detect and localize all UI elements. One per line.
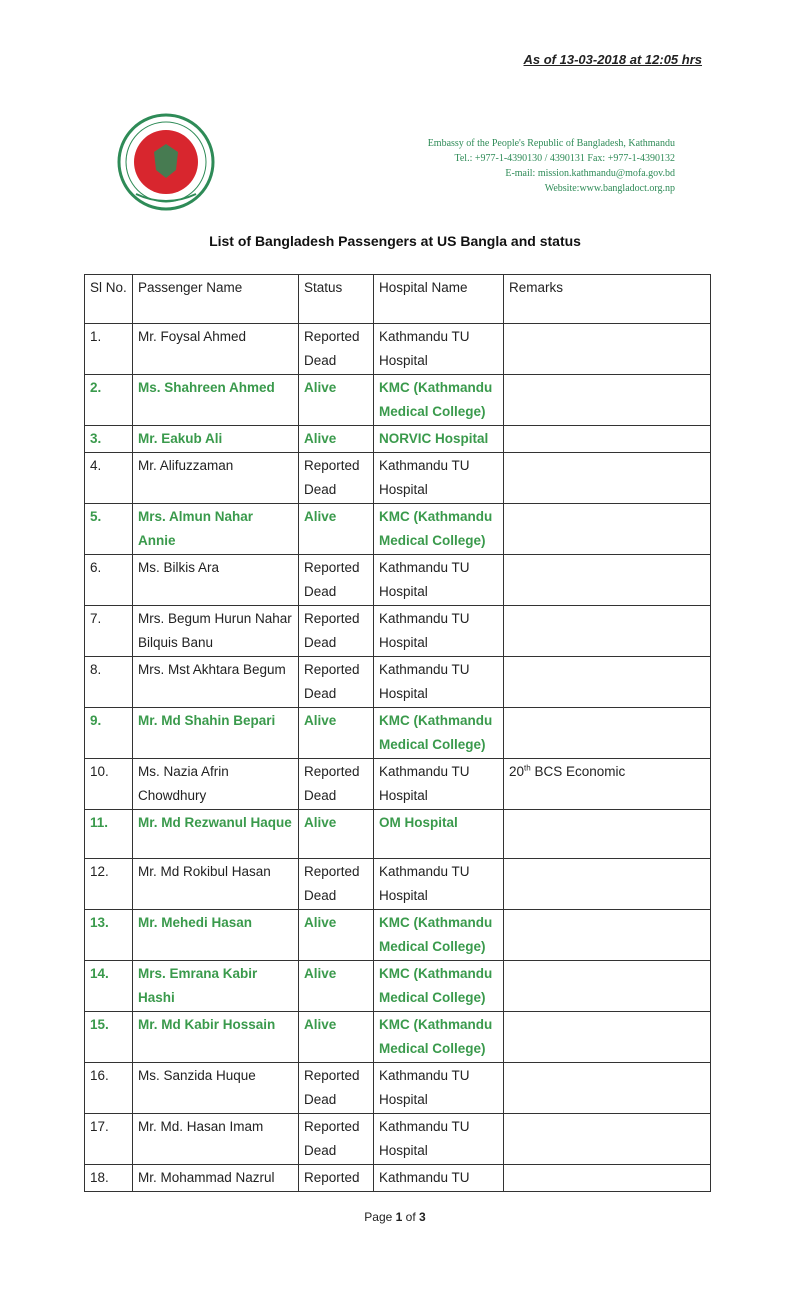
page-current: 1 bbox=[395, 1210, 403, 1224]
cell-hospital: OM Hospital bbox=[374, 810, 504, 859]
cell-status: Reported Dead bbox=[299, 759, 374, 810]
cell-name: Mrs. Almun Nahar Annie bbox=[133, 504, 299, 555]
document-title: List of Bangladesh Passengers at US Bangla and status bbox=[209, 233, 581, 249]
cell-remarks bbox=[504, 910, 711, 961]
table-row bbox=[85, 555, 711, 606]
header-status: Status bbox=[299, 275, 374, 324]
embassy-email: E-mail: mission.kathmandu@mofa.gov.bd bbox=[505, 168, 675, 179]
page-label: Page bbox=[364, 1210, 393, 1224]
cell-sl: 1. bbox=[85, 324, 133, 375]
table-row bbox=[85, 708, 711, 759]
cell-hospital: KMC (Kathmandu Medical College) bbox=[374, 708, 504, 759]
cell-status: Reported bbox=[299, 1165, 374, 1192]
table-row bbox=[85, 453, 711, 504]
cell-name: Mr. Md Shahin Bepari bbox=[133, 708, 299, 759]
cell-remarks bbox=[504, 555, 711, 606]
cell-sl: 15. bbox=[85, 1012, 133, 1063]
cell-status: Alive bbox=[299, 708, 374, 759]
cell-remarks bbox=[504, 453, 711, 504]
table-row bbox=[85, 324, 711, 375]
cell-name: Mr. Alifuzzaman bbox=[133, 453, 299, 504]
table-row bbox=[85, 961, 711, 1012]
cell-sl: 17. bbox=[85, 1114, 133, 1165]
cell-status: Alive bbox=[299, 426, 374, 453]
cell-hospital: KMC (Kathmandu Medical College) bbox=[374, 910, 504, 961]
page-total: 3 bbox=[419, 1210, 426, 1224]
cell-hospital: Kathmandu TU Hospital bbox=[374, 1063, 504, 1114]
cell-name: Mr. Eakub Ali bbox=[133, 426, 299, 453]
cell-name: Mrs. Mst Akhtara Begum bbox=[133, 657, 299, 708]
as-of-timestamp: As of 13-03-2018 at 12:05 hrs bbox=[523, 52, 702, 67]
cell-remarks bbox=[504, 1114, 711, 1165]
cell-name: Ms. Sanzida Huque bbox=[133, 1063, 299, 1114]
cell-status: Reported Dead bbox=[299, 606, 374, 657]
header-passenger-name: Passenger Name bbox=[133, 275, 299, 324]
cell-status: Alive bbox=[299, 910, 374, 961]
table-row bbox=[85, 859, 711, 910]
table-row bbox=[85, 910, 711, 961]
cell-sl: 12. bbox=[85, 859, 133, 910]
cell-sl: 14. bbox=[85, 961, 133, 1012]
page-footer bbox=[0, 1210, 790, 1224]
table-header-row bbox=[85, 275, 711, 324]
table-row bbox=[85, 810, 711, 859]
cell-remarks bbox=[504, 504, 711, 555]
cell-remarks bbox=[504, 1063, 711, 1114]
cell-name: Mr. Md Rokibul Hasan bbox=[133, 859, 299, 910]
table-row bbox=[85, 375, 711, 426]
cell-hospital: Kathmandu TU Hospital bbox=[374, 555, 504, 606]
cell-remarks bbox=[504, 1012, 711, 1063]
cell-remarks: 20th BCS Economic bbox=[504, 759, 711, 810]
cell-name: Mr. Md. Hasan Imam bbox=[133, 1114, 299, 1165]
cell-status: Reported Dead bbox=[299, 1063, 374, 1114]
cell-hospital: KMC (Kathmandu Medical College) bbox=[374, 375, 504, 426]
cell-sl: 10. bbox=[85, 759, 133, 810]
cell-hospital: KMC (Kathmandu Medical College) bbox=[374, 961, 504, 1012]
page-of: of bbox=[405, 1210, 416, 1224]
cell-hospital: Kathmandu TU Hospital bbox=[374, 657, 504, 708]
cell-name: Mrs. Emrana Kabir Hashi bbox=[133, 961, 299, 1012]
cell-status: Reported Dead bbox=[299, 1114, 374, 1165]
cell-status: Alive bbox=[299, 1012, 374, 1063]
cell-remarks bbox=[504, 606, 711, 657]
cell-remarks bbox=[504, 375, 711, 426]
cell-hospital: Kathmandu TU Hospital bbox=[374, 324, 504, 375]
cell-sl: 7. bbox=[85, 606, 133, 657]
table-row bbox=[85, 606, 711, 657]
table-row bbox=[85, 504, 711, 555]
cell-hospital: Kathmandu TU bbox=[374, 1165, 504, 1192]
cell-sl: 13. bbox=[85, 910, 133, 961]
cell-remarks bbox=[504, 859, 711, 910]
table-row bbox=[85, 1114, 711, 1165]
cell-remarks bbox=[504, 961, 711, 1012]
cell-name: Ms. Bilkis Ara bbox=[133, 555, 299, 606]
cell-status: Alive bbox=[299, 504, 374, 555]
cell-hospital: Kathmandu TU Hospital bbox=[374, 1114, 504, 1165]
cell-name: Ms. Shahreen Ahmed bbox=[133, 375, 299, 426]
cell-sl: 5. bbox=[85, 504, 133, 555]
cell-remarks bbox=[504, 810, 711, 859]
passenger-table bbox=[84, 274, 711, 1192]
cell-sl: 2. bbox=[85, 375, 133, 426]
cell-hospital: Kathmandu TU Hospital bbox=[374, 453, 504, 504]
table-row bbox=[85, 1063, 711, 1114]
cell-hospital: Kathmandu TU Hospital bbox=[374, 606, 504, 657]
cell-name: Mr. Md Rezwanul Haque bbox=[133, 810, 299, 859]
government-seal-icon bbox=[116, 112, 216, 212]
cell-name: Ms. Nazia Afrin Chowdhury bbox=[133, 759, 299, 810]
cell-remarks bbox=[504, 324, 711, 375]
cell-status: Reported Dead bbox=[299, 324, 374, 375]
cell-sl: 8. bbox=[85, 657, 133, 708]
cell-hospital: NORVIC Hospital bbox=[374, 426, 504, 453]
table-row bbox=[85, 759, 711, 810]
cell-hospital: Kathmandu TU Hospital bbox=[374, 859, 504, 910]
table-row bbox=[85, 426, 711, 453]
cell-status: Alive bbox=[299, 375, 374, 426]
cell-status: Alive bbox=[299, 810, 374, 859]
cell-sl: 11. bbox=[85, 810, 133, 859]
header-remarks: Remarks bbox=[504, 275, 711, 324]
table-row bbox=[85, 1165, 711, 1192]
cell-sl: 4. bbox=[85, 453, 133, 504]
cell-status: Reported Dead bbox=[299, 657, 374, 708]
cell-sl: 6. bbox=[85, 555, 133, 606]
cell-name: Mrs. Begum Hurun Nahar Bilquis Banu bbox=[133, 606, 299, 657]
cell-name: Mr. Mehedi Hasan bbox=[133, 910, 299, 961]
cell-sl: 18. bbox=[85, 1165, 133, 1192]
cell-status: Reported Dead bbox=[299, 555, 374, 606]
cell-remarks bbox=[504, 708, 711, 759]
table-row bbox=[85, 657, 711, 708]
cell-hospital: KMC (Kathmandu Medical College) bbox=[374, 1012, 504, 1063]
embassy-letterhead bbox=[428, 136, 675, 196]
embassy-phone: Tel.: +977-1-4390130 / 4390131 Fax: +977-1-4390132 bbox=[454, 153, 675, 164]
table-row bbox=[85, 1012, 711, 1063]
header-sl-no: Sl No. bbox=[85, 275, 133, 324]
cell-remarks bbox=[504, 426, 711, 453]
cell-remarks bbox=[504, 657, 711, 708]
cell-sl: 16. bbox=[85, 1063, 133, 1114]
embassy-website: Website:www.bangladoct.org.np bbox=[544, 183, 675, 194]
cell-sl: 3. bbox=[85, 426, 133, 453]
cell-remarks bbox=[504, 1165, 711, 1192]
cell-status: Reported Dead bbox=[299, 453, 374, 504]
cell-name: Mr. Foysal Ahmed bbox=[133, 324, 299, 375]
cell-name: Mr. Md Kabir Hossain bbox=[133, 1012, 299, 1063]
cell-status: Reported Dead bbox=[299, 859, 374, 910]
embassy-name: Embassy of the People's Republic of Bangladesh, Kathmandu bbox=[427, 138, 675, 149]
cell-hospital: Kathmandu TU Hospital bbox=[374, 759, 504, 810]
cell-sl: 9. bbox=[85, 708, 133, 759]
header-hospital-name: Hospital Name bbox=[374, 275, 504, 324]
cell-hospital: KMC (Kathmandu Medical College) bbox=[374, 504, 504, 555]
cell-name: Mr. Mohammad Nazrul bbox=[133, 1165, 299, 1192]
cell-status: Alive bbox=[299, 961, 374, 1012]
